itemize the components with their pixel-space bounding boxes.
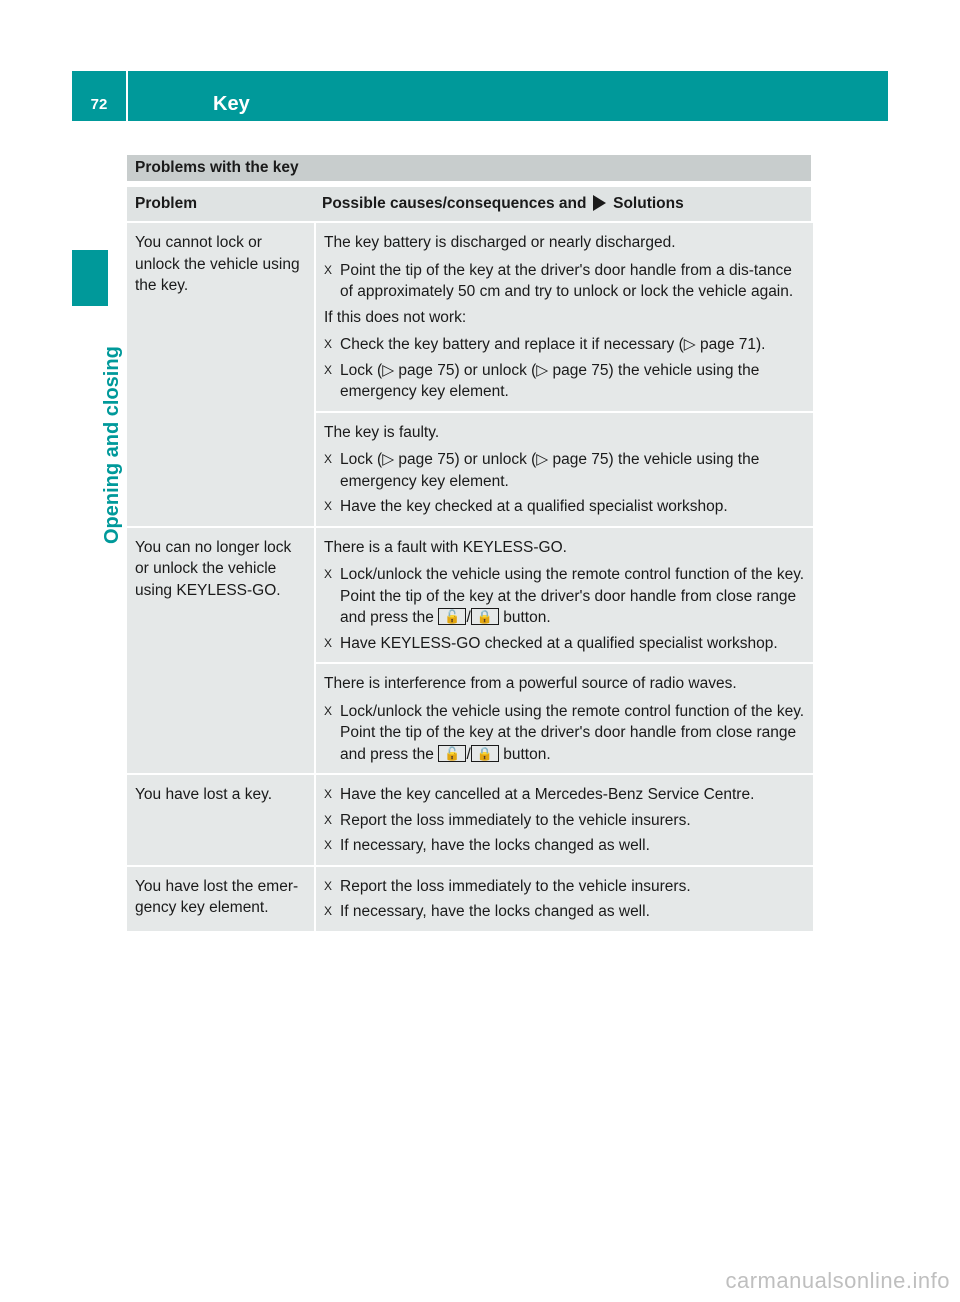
table-header-row: [127, 187, 811, 221]
step-marker-icon: X: [324, 635, 333, 650]
step-text: Lock/unlock the vehicle using the remote control function of the key. Point the tip of the key at the driver's door handle from close range and press the: [340, 702, 805, 763]
step-text: If necessary, have the locks changed as well.: [340, 837, 650, 854]
cause-text: The key is faulty.: [324, 423, 440, 441]
step-text-wrap: [340, 564, 805, 629]
cause-block: [316, 664, 813, 773]
problem-cell: You have lost a key.: [127, 775, 314, 865]
page-header: [72, 71, 888, 121]
step-marker-icon: X: [324, 567, 333, 581]
cause-text: There is interference from a powerful source of radio waves.: [324, 675, 737, 692]
header-problem: Problem: [135, 195, 198, 212]
cause-block: [316, 867, 813, 931]
step-marker-icon: X: [324, 262, 333, 277]
step-item: [324, 876, 805, 898]
step-text-wrap: [340, 701, 805, 766]
step-text: Lock (▷ page 75) or unlock (▷ page 75) the vehicle using the emergency key element.: [340, 361, 760, 400]
step-marker-icon: X: [324, 812, 333, 827]
solution-cell: [316, 223, 813, 526]
step-item: [324, 633, 805, 655]
step-text: Have the key cancelled at a Mercedes-Benz Service Centre.: [340, 786, 755, 803]
problem-cell: You cannot lock or unlock the vehicle using the key.: [127, 223, 314, 526]
step-marker-icon: X: [324, 452, 333, 466]
cause-block: [316, 223, 813, 411]
step-marker-icon: X: [324, 703, 333, 718]
table-row: [127, 526, 811, 774]
lock-icon: 🔒: [471, 608, 499, 625]
header-divider: [126, 71, 128, 121]
step-marker-icon: X: [324, 904, 333, 918]
step-marker-icon: X: [324, 499, 333, 513]
problem-cell: You can no longer lock or unlock the vehicle using KEYLESS-GO.: [127, 528, 314, 774]
step-item: [324, 901, 805, 923]
step-text: If necessary, have the locks changed as well.: [340, 903, 650, 920]
step-text: Have the key checked at a qualified specialist workshop.: [340, 498, 728, 515]
solution-cell: [316, 528, 813, 774]
step-item: [324, 810, 805, 832]
step-text-end: button.: [503, 609, 551, 626]
step-item: [324, 496, 805, 518]
step-text: Report the loss immediately to the vehicle insurers.: [340, 877, 691, 895]
step-text: Check the key battery and replace it if necessary (▷ page 71).: [340, 336, 766, 353]
step-item: [324, 835, 805, 857]
cause-block: [316, 775, 813, 865]
slash-separator: /: [466, 609, 471, 626]
cause-block: [316, 413, 813, 526]
step-item: [324, 784, 805, 806]
cause-text: There is a fault with KEYLESS-GO.: [324, 538, 567, 556]
step-marker-icon: X: [324, 838, 333, 852]
problem-cell: You have lost the emer-gency key element.: [127, 867, 314, 931]
unlock-icon: 🔓: [438, 745, 466, 762]
side-tab-marker: [72, 250, 108, 306]
step-marker-icon: X: [324, 787, 333, 801]
side-chapter-label: Opening and closing: [101, 346, 123, 544]
step-marker-icon: X: [324, 878, 333, 893]
table-row: [127, 773, 811, 865]
header-solutions-label-2: Solutions: [613, 195, 684, 212]
step-text: Lock (▷ page 75) or unlock (▷ page 75) the vehicle using the emergency key element.: [340, 451, 760, 490]
cause-text: The key battery is discharged or nearly discharged.: [324, 234, 676, 251]
arrow-right-icon: [593, 195, 606, 211]
step-text: Lock/unlock the vehicle using the remote control function of the key. Point the tip of the key at the driver's door handle from close range and press the: [340, 566, 805, 626]
step-item: [324, 334, 805, 356]
problems-table: [127, 155, 811, 931]
solution-cell: [316, 867, 813, 931]
cause-block: [316, 528, 813, 663]
step-text: Report the loss immediately to the vehicle insurers.: [340, 811, 691, 829]
page-number: 72: [90, 96, 108, 113]
table-row: [127, 865, 811, 931]
step-marker-icon: X: [324, 362, 333, 377]
note-text: If this does not work:: [324, 308, 467, 326]
unlock-icon: 🔓: [438, 608, 466, 625]
step-item: [324, 564, 805, 629]
step-text-end: button.: [503, 745, 551, 763]
table-title: Problems with the key: [127, 155, 811, 181]
solution-cell: [316, 775, 813, 865]
step-marker-icon: X: [324, 337, 333, 351]
lock-icon: 🔒: [471, 745, 499, 762]
header-solutions: [314, 187, 811, 221]
step-item: [324, 260, 805, 303]
step-text: Point the tip of the key at the driver's door handle from a dis-tance of approximately 50 cm and try to unlock or lock the vehicle again.: [340, 261, 794, 300]
header-solutions-label: Possible causes/consequences and: [322, 195, 587, 212]
step-item: [324, 701, 805, 766]
table-row: [127, 221, 811, 526]
slash-separator: /: [466, 745, 471, 763]
section-title: Key: [213, 93, 250, 115]
step-item: [324, 360, 805, 403]
step-text: Have KEYLESS-GO checked at a qualified specialist workshop.: [340, 634, 778, 652]
watermark-text: carmanualsonline.info: [725, 1268, 950, 1293]
step-item: [324, 449, 805, 492]
